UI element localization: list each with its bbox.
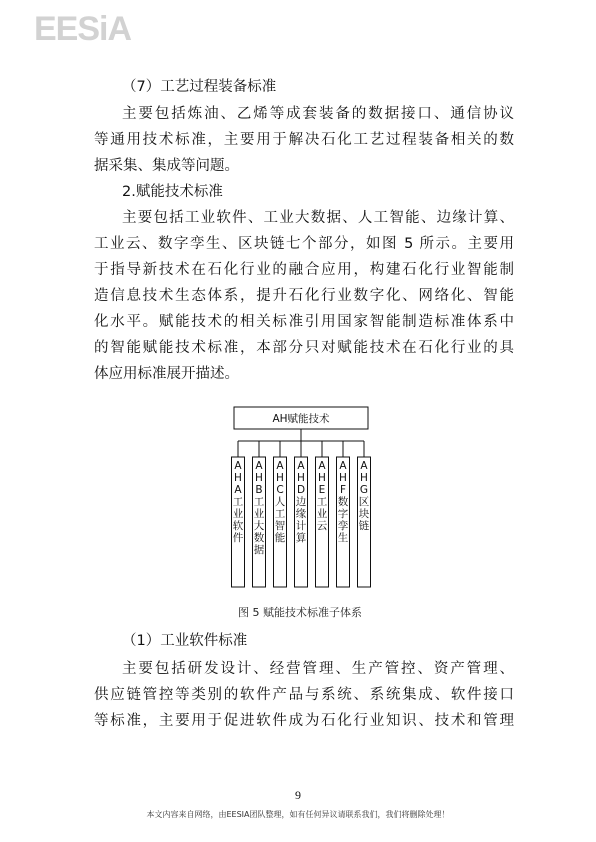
section-heading-2: 2.赋能技术标准 — [122, 184, 223, 200]
text-line: 供应链管控等类别的软件产品与系统、系统集成、软件接口 — [94, 687, 514, 703]
eesia-logo: EESiA — [34, 10, 132, 48]
diagram-root-label: AH赋能技术 — [272, 413, 330, 425]
text-line: 体应用标准展开描述。 — [94, 366, 239, 382]
diagram-child-label: A H C 人工智能 — [274, 460, 286, 544]
diagram-child-label: A H G 区块链 — [358, 460, 370, 532]
section-heading-7: （7）工艺过程装备标准 — [122, 79, 277, 95]
text-line: 主要包括研发设计、经营管理、生产管控、资产管理、 — [122, 661, 514, 677]
diagram-child-label: A H D 边缘计算 — [295, 460, 307, 544]
diagram-child-label: A H E 工业云 — [316, 460, 328, 532]
page-number: 9 — [295, 788, 301, 802]
text-line: 造信息技术生态体系，提升石化行业数字化、网络化、智能 — [94, 288, 514, 304]
text-line: 据采集、集成等问题。 — [94, 158, 239, 174]
text-line: 主要包括工业软件、工业大数据、人工智能、边缘计算、 — [122, 210, 514, 226]
diagram-child-label: A H A 工业软件 — [232, 460, 244, 544]
figure-caption: 图 5 赋能技术标准子体系 — [238, 606, 362, 619]
text-line: 等通用技术标准，主要用于解决石化工艺过程装备相关的数 — [94, 132, 514, 148]
figure-5-diagram — [226, 405, 376, 595]
text-line: 主要包括炼油、乙烯等成套装备的数据接口、通信协议 — [122, 106, 514, 122]
section-heading-1: （1）工业软件标准 — [122, 633, 248, 649]
diagram-child-label: A H F 数字孪生 — [337, 460, 349, 544]
text-line: 于指导新技术在石化行业的融合应用，构建石化行业智能制 — [94, 262, 514, 278]
text-line: 化水平。赋能技术的相关标准引用国家智能制造标准体系中 — [94, 314, 514, 330]
text-line: 工业云、数字孪生、区块链七个部分，如图 5 所示。主要用 — [94, 236, 514, 252]
text-line: 等标准，主要用于促进软件成为石化行业知识、技术和管理 — [94, 713, 514, 729]
footer-notice: 本文内容来自网络，由EESIA团队整理，如有任何异议请联系我们，我们将删除处理！ — [146, 810, 450, 819]
diagram-child-label: A H B 工业大数据 — [253, 460, 265, 556]
text-line: 的智能赋能技术标准，本部分只对赋能技术在石化行业的具 — [94, 340, 514, 356]
